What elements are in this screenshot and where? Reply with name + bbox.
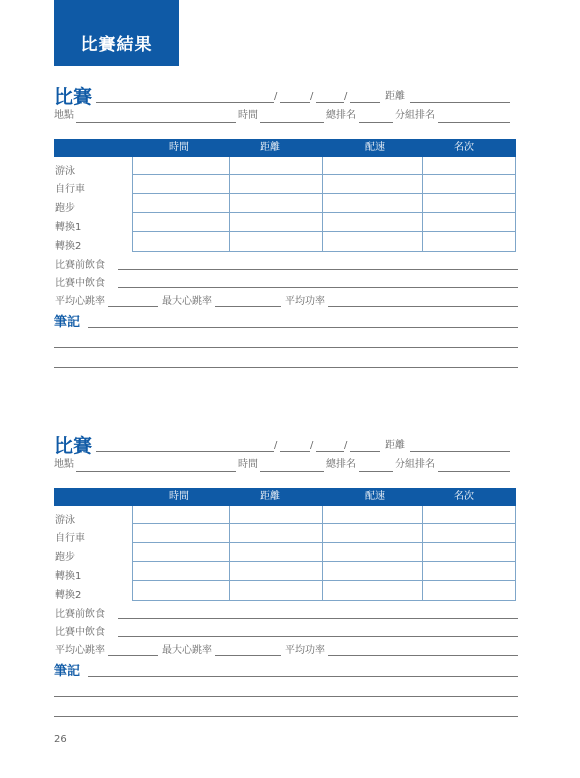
overall-rank-line[interactable]: [359, 471, 393, 472]
avg-power-line[interactable]: [328, 655, 518, 656]
during-race-food-label: 比賽中飲食: [55, 278, 105, 289]
column-header-distance: 距離: [260, 142, 280, 153]
date-slash: /: [310, 440, 314, 451]
column-header-pace: 配速: [365, 142, 385, 153]
row-label-swim: 游泳: [55, 515, 75, 526]
column-header-distance: 距離: [260, 491, 280, 502]
time-line[interactable]: [260, 471, 324, 472]
results-table-header: [54, 488, 516, 506]
avg-hr-line[interactable]: [108, 655, 158, 656]
time-line[interactable]: [260, 122, 324, 123]
date-day-line[interactable]: [316, 102, 344, 103]
date-slash: /: [310, 91, 314, 102]
location-label: 地點: [54, 110, 74, 121]
race-form-1: [0, 85, 580, 385]
date-year-line[interactable]: [350, 451, 380, 452]
notes-line[interactable]: [54, 716, 518, 717]
column-header-rank: 名次: [454, 142, 474, 153]
column-header-pace: 配速: [365, 491, 385, 502]
column-header-time: 時間: [169, 491, 189, 502]
race-name-line[interactable]: [96, 451, 274, 452]
max-hr-line[interactable]: [215, 306, 281, 307]
row-label-transition-2: 轉換2: [55, 241, 82, 252]
date-slash: /: [344, 440, 348, 451]
date-month-line[interactable]: [280, 102, 310, 103]
overall-rank-line[interactable]: [359, 122, 393, 123]
group-rank-line[interactable]: [438, 122, 510, 123]
date-slash: /: [274, 440, 278, 451]
race-title: 比賽: [54, 435, 93, 457]
page-title: 比賽結果: [80, 35, 153, 55]
race-name-line[interactable]: [96, 102, 274, 103]
overall-rank-label: 總排名: [326, 459, 356, 470]
row-label-transition-1: 轉換1: [55, 571, 82, 582]
row-label-run: 跑步: [55, 552, 75, 563]
row-label-transition-2: 轉換2: [55, 590, 82, 601]
during-race-food-line[interactable]: [118, 636, 518, 637]
notes-title: 筆記: [54, 664, 81, 679]
notes-line[interactable]: [88, 327, 518, 328]
results-table-grid[interactable]: [132, 157, 516, 252]
during-race-food-line[interactable]: [118, 287, 518, 288]
pre-race-food-line[interactable]: [118, 269, 518, 270]
date-month-line[interactable]: [280, 451, 310, 452]
results-table-grid[interactable]: [132, 506, 516, 601]
notes-line[interactable]: [54, 347, 518, 348]
notes-line[interactable]: [88, 676, 518, 677]
row-label-swim: 游泳: [55, 166, 75, 177]
page-header-tab: [54, 0, 179, 66]
column-header-rank: 名次: [454, 491, 474, 502]
notes-line[interactable]: [54, 696, 518, 697]
page-number: 26: [54, 734, 67, 745]
max-hr-label: 最大心跳率: [162, 645, 212, 656]
notes-line[interactable]: [54, 367, 518, 368]
overall-rank-label: 總排名: [326, 110, 356, 121]
avg-hr-line[interactable]: [108, 306, 158, 307]
during-race-food-label: 比賽中飲食: [55, 627, 105, 638]
max-hr-label: 最大心跳率: [162, 296, 212, 307]
row-label-run: 跑步: [55, 203, 75, 214]
group-rank-label: 分組排名: [395, 459, 435, 470]
location-line[interactable]: [76, 471, 236, 472]
distance-label: 距離: [385, 440, 405, 451]
race-title: 比賽: [54, 86, 93, 108]
column-header-time: 時間: [169, 142, 189, 153]
location-line[interactable]: [76, 122, 236, 123]
avg-hr-label: 平均心跳率: [55, 645, 105, 656]
pre-race-food-line[interactable]: [118, 618, 518, 619]
avg-power-line[interactable]: [328, 306, 518, 307]
time-label: 時間: [238, 459, 258, 470]
date-day-line[interactable]: [316, 451, 344, 452]
date-slash: /: [344, 91, 348, 102]
results-table-header: [54, 139, 516, 157]
avg-hr-label: 平均心跳率: [55, 296, 105, 307]
race-form-2: [0, 434, 580, 734]
avg-power-label: 平均功率: [285, 296, 325, 307]
avg-power-label: 平均功率: [285, 645, 325, 656]
distance-label: 距離: [385, 91, 405, 102]
group-rank-label: 分組排名: [395, 110, 435, 121]
date-year-line[interactable]: [350, 102, 380, 103]
row-label-transition-1: 轉換1: [55, 222, 82, 233]
notes-title: 筆記: [54, 315, 81, 330]
distance-line[interactable]: [410, 102, 510, 103]
distance-line[interactable]: [410, 451, 510, 452]
max-hr-line[interactable]: [215, 655, 281, 656]
date-slash: /: [274, 91, 278, 102]
group-rank-line[interactable]: [438, 471, 510, 472]
pre-race-food-label: 比賽前飲食: [55, 260, 105, 271]
time-label: 時間: [238, 110, 258, 121]
pre-race-food-label: 比賽前飲食: [55, 609, 105, 620]
row-label-bike: 自行車: [55, 533, 85, 544]
location-label: 地點: [54, 459, 74, 470]
row-label-bike: 自行車: [55, 184, 85, 195]
